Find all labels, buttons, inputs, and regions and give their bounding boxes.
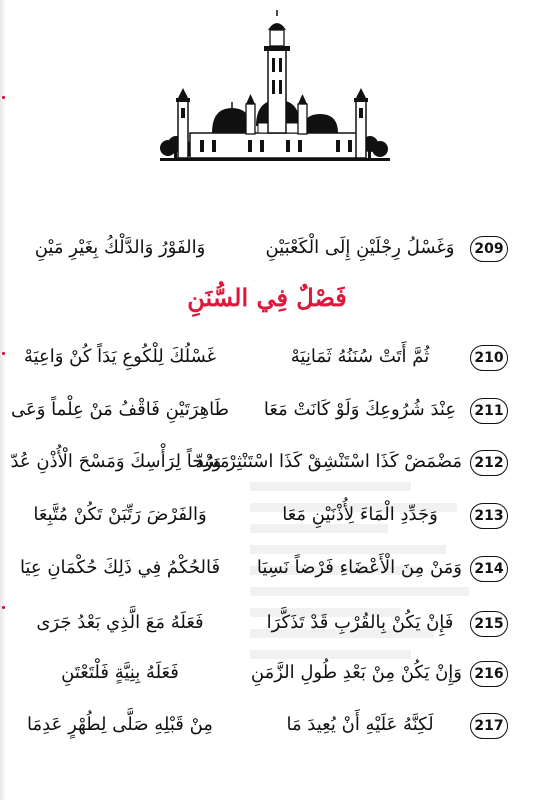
verse-number-badge: 212: [470, 450, 508, 476]
verse-first-hemistich: وَغَسْلُ رِجْلَيْنِ إِلَى الْكَعْبَيْنِ: [265, 237, 455, 258]
verse-row: [0, 709, 534, 743]
verse-row: [0, 446, 534, 480]
verse-number-badge: 217: [470, 713, 508, 739]
verse-row: [0, 499, 534, 533]
verse-first-hemistich: ثُمَّ أَتَتْ سُنَنُهُ ثَمَانِيَهْ: [290, 346, 430, 367]
verse-second-hemistich: وَالفَوْرُ وَالدَّلْكُ بِغَيْرِ مَيْنِ: [34, 237, 206, 258]
verse-number-badge: 213: [470, 503, 508, 529]
verse-first-hemistich: عِنْدَ شُرُوعِكَ وَلَوْ كَانَتْ مَعَا: [263, 399, 457, 420]
verse-number-badge: 215: [470, 611, 508, 637]
verse-row: [0, 394, 534, 428]
verse-first-hemistich: وَإِنْ يَكُنْ مِنْ بَعْدِ طُولِ الزَّمَنِ: [250, 662, 462, 683]
verse-number-badge: 216: [470, 661, 508, 687]
verse-row: [0, 657, 534, 691]
verse-number-badge: 214: [470, 556, 508, 582]
verse-second-hemistich: مِنْ قَبْلِهِ صَلَّى لِطُهْرٍ عَدِمَا: [27, 714, 213, 735]
verse-number-badge: 211: [470, 398, 508, 424]
verse-second-hemistich: وَالفَرْضَ رَتِّبَنْ تَكُنْ مُتَّبِعَا: [33, 504, 207, 525]
verse-first-hemistich: وَجَدِّدِ الْمَاءَ لِأُذْنَيْنِ مَعَا: [282, 504, 438, 525]
verse-second-hemistich: فَالحُكْمُ فِي ذَلِكَ حُكْمَانِ عِيَا: [19, 557, 221, 578]
verse-row: [0, 341, 534, 375]
verse-first-hemistich: مَضْمَضْ كَذَا اسْتَنْشِقْ كَذَا اسْتَنْثِرْ وَرُدّ: [195, 451, 462, 472]
verse-row: [0, 607, 534, 641]
verse-second-hemistich: طَاهِرَتَيْنِ فَاقْفُ مَنْ عِلْماً وَعَى: [11, 399, 229, 420]
verse-second-hemistich: مَسْحاً لِرَأْسِكَ وَمَسْحَ الْأُذْنِ عُدّ: [10, 451, 230, 472]
verse-first-hemistich: لَكِنَّهُ عَلَيْهِ أَنْ يُعِيدَ مَا: [286, 714, 434, 735]
verse-first-hemistich: فَإِنْ يَكُنْ بِالقُرْبِ قَدْ تَذَكَّرَا: [266, 612, 454, 633]
mosque-illustration: [160, 8, 390, 168]
verse-first-hemistich: وَمَنْ مِنَ الْأَعْضَاءِ فَرْضاً نَسِيَا: [256, 557, 462, 578]
verse-second-hemistich: فَعَلَهُ بِنِيَّةٍ فَلْتَعْتَنِ: [61, 662, 179, 683]
verse-row: [0, 552, 534, 586]
verse-second-hemistich: غَسْلُكَ لِلْكُوعِ يَدَاً كُنْ وَاعِيَهْ: [23, 346, 217, 367]
section-title: فَصْلٌ فِي السُّنَنِ: [187, 283, 347, 312]
margin-dot: [2, 96, 5, 99]
verse-number-badge: 209: [470, 236, 508, 262]
verse-row: [0, 232, 534, 266]
verse-number-badge: 210: [470, 345, 508, 371]
verse-second-hemistich: فَعَلَهُ مَعَ الَّذِي بَعْدُ جَرَى: [36, 612, 204, 633]
